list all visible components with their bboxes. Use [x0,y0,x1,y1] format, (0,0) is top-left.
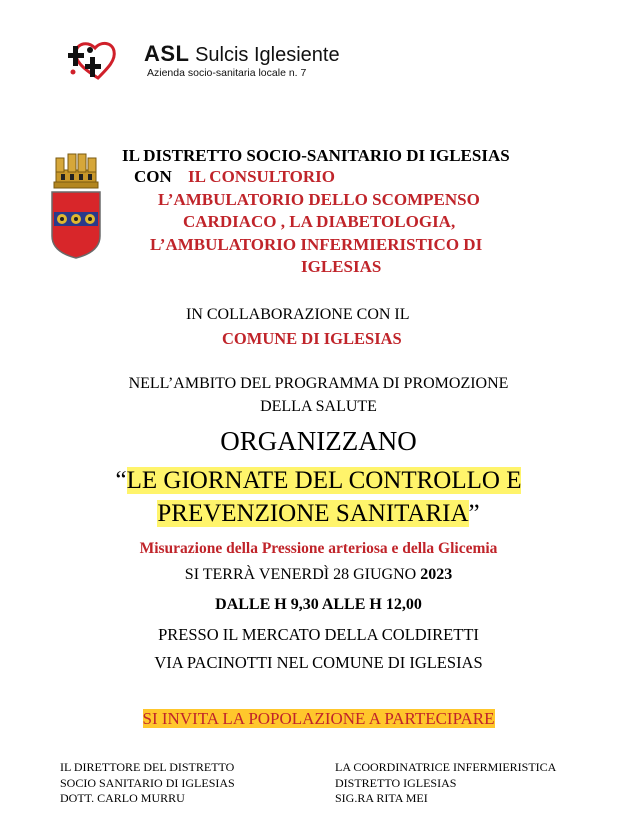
event-place-1: PRESSO IL MERCATO DELLA COLDIRETTI [158,625,479,644]
invite-highlight: SI INVITA LA POPOLAZIONE A PARTECIPARE [142,709,495,728]
header-line-2 [134,167,335,187]
header-line-6: IGLESIAS [301,257,382,276]
asl-brand-rest: Sulcis Iglesiente [195,44,340,66]
signature-left-line-3: DOTT. CARLO MURRU [60,791,185,805]
signature-right [335,760,556,807]
collab-line-1: IN COLLABORAZIONE CON IL [186,306,410,323]
event-date [0,566,637,584]
event-title-highlight-1: LE GIORNATE DEL CONTROLLO E [126,467,522,494]
invite-line [0,709,637,729]
close-quote: ” [468,500,480,527]
event-date-year: 2023 [420,566,453,583]
event-title-highlight-2: PREVENZIONE SANITARIA [157,500,469,527]
asl-brand: ASL [144,41,190,66]
signature-left-line-1: IL DIRETTORE DEL DISTRETTO [60,760,235,774]
organizzano-heading: ORGANIZZANO [220,426,417,456]
collab-line-2: COMUNE DI IGLESIAS [222,329,402,348]
asl-logo-subtitle: Azienda socio-sanitaria locale n. 7 [147,67,307,79]
asl-logo-icon [68,38,130,82]
signature-right-line-1: LA COORDINATRICE INFERMIERISTICA [335,760,557,774]
header-line-3: L’AMBULATORIO DELLO SCOMPENSO [158,190,480,209]
program-line-2: DELLA SALUTE [260,398,377,415]
iglesias-crest-icon [48,152,104,260]
header-line-4: CARDIACO , LA DIABETOLOGIA, [183,212,456,231]
program-line-1: NELL’AMBITO DEL PROGRAMMA DI PROMOZIONE [128,375,509,392]
event-subtitle: Misurazione della Pressione arteriosa e della Glicemia [139,540,498,557]
signature-left [60,760,235,807]
open-quote: “ [115,467,127,494]
event-title-line-1 [0,467,637,495]
district-title: IL DISTRETTO SOCIO-SANITARIO DI IGLESIAS [122,146,510,165]
event-time: DALLE H 9,30 ALLE H 12,00 [215,596,422,613]
event-title-line-2 [0,500,637,528]
signature-right-line-2: DISTRETTO IGLESIAS [335,775,457,790]
signature-left-line-2: SOCIO SANITARIO DI IGLESIAS [60,775,235,790]
con-label: CON [134,167,172,186]
header-line-5: L’AMBULATORIO INFERMIERISTICO DI [150,235,483,254]
signature-right-line-3: SIG.RA RITA MEI [335,791,428,805]
event-place-2: VIA PACINOTTI NEL COMUNE DI IGLESIAS [154,653,483,672]
event-date-text: SI TERRÀ VENERDÌ 28 GIUGNO [184,566,417,583]
asl-logo-text [144,41,340,67]
consultorio-label: IL CONSULTORIO [188,167,335,186]
